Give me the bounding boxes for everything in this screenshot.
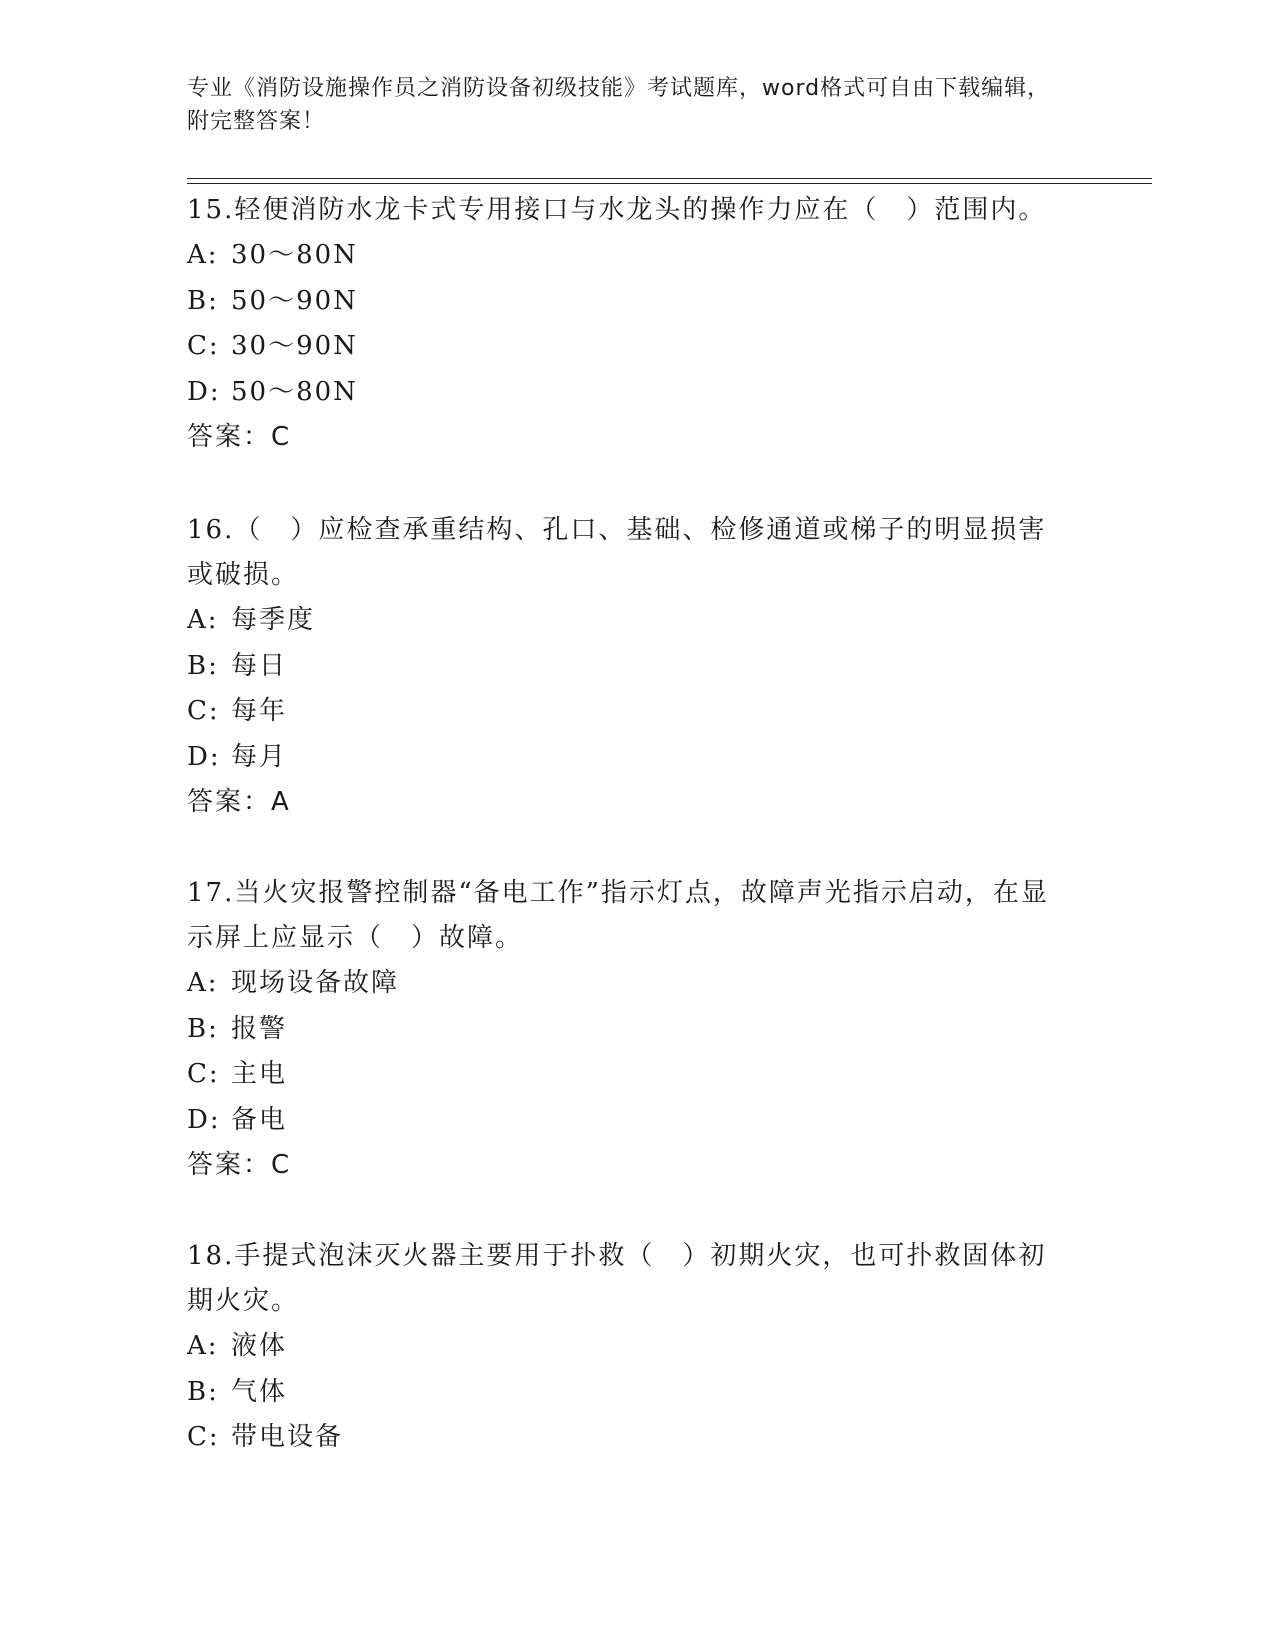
option-text: 50～80N	[231, 376, 358, 407]
option-text: 每月	[231, 741, 288, 772]
option-text: 每季度	[231, 605, 316, 635]
answer-line: 答案：C	[187, 422, 292, 452]
option-text: 30～90N	[231, 331, 358, 361]
option-a	[187, 233, 1067, 279]
question-stem: 18.手提式泡沫灭火器主要用于扑救（ ）初期火灾，也可扑救固体初期火灾。	[187, 1241, 1047, 1316]
option-text: 现场设备故障	[231, 968, 400, 998]
document-header: 专业《消防设施操作员之消防设备初级技能》考试题库，word格式可自由下载编辑，附完整答案！	[187, 76, 1051, 134]
option-d	[187, 370, 1067, 416]
option-a	[187, 961, 1067, 1007]
option-letter: A:	[187, 240, 219, 270]
option-text: 每年	[231, 696, 288, 726]
header-divider-bottom	[187, 183, 1152, 184]
option-d	[187, 1098, 1067, 1144]
question-stem: 17.当火灾报警控制器“备电工作”指示灯点，故障声光指示启动，在显示屏上应显示（ ）故障。	[187, 878, 1049, 953]
option-letter: A:	[187, 605, 219, 635]
option-text: 50～90N	[231, 285, 358, 316]
option-c	[187, 1052, 1067, 1098]
option-d	[187, 735, 1067, 781]
option-letter: D:	[187, 741, 221, 772]
option-letter: C:	[187, 1059, 220, 1089]
option-text: 30～80N	[231, 240, 358, 270]
option-letter: C:	[187, 696, 220, 726]
option-letter: D:	[187, 1104, 221, 1135]
option-letter: A:	[187, 968, 219, 998]
option-letter: B:	[187, 650, 219, 681]
question-stem: 16.（ ）应检查承重结构、孔口、基础、检修通道或梯子的明显损害或破损。	[187, 515, 1047, 590]
answer-line: 答案：A	[187, 787, 291, 817]
answer-line: 答案：C	[187, 1150, 292, 1180]
question-17	[187, 871, 1067, 1188]
option-text: 每日	[231, 650, 288, 681]
option-text: 备电	[231, 1104, 288, 1135]
option-b	[187, 279, 1067, 325]
question-18	[187, 1234, 1067, 1461]
header-divider-top	[187, 178, 1152, 179]
option-letter: B:	[187, 285, 219, 316]
question-15	[187, 188, 1067, 460]
option-b	[187, 1370, 1067, 1416]
option-letter: D:	[187, 376, 221, 407]
option-b	[187, 644, 1067, 690]
option-letter: C:	[187, 1422, 220, 1452]
option-a	[187, 1324, 1067, 1370]
option-c	[187, 1415, 1067, 1461]
option-text: 带电设备	[231, 1422, 344, 1452]
option-letter: B:	[187, 1376, 219, 1407]
option-text: 气体	[231, 1376, 288, 1407]
option-letter: B:	[187, 1013, 219, 1044]
question-16	[187, 508, 1067, 825]
option-a	[187, 598, 1067, 644]
option-text: 主电	[231, 1059, 288, 1089]
option-letter: A:	[187, 1331, 219, 1361]
question-stem: 15.轻便消防水龙卡式专用接口与水龙头的操作力应在（ ）范围内。	[187, 195, 1047, 225]
option-c	[187, 324, 1067, 370]
option-c	[187, 689, 1067, 735]
option-text: 报警	[231, 1013, 288, 1044]
option-text: 液体	[231, 1331, 288, 1361]
option-b	[187, 1007, 1067, 1053]
option-letter: C:	[187, 331, 220, 361]
